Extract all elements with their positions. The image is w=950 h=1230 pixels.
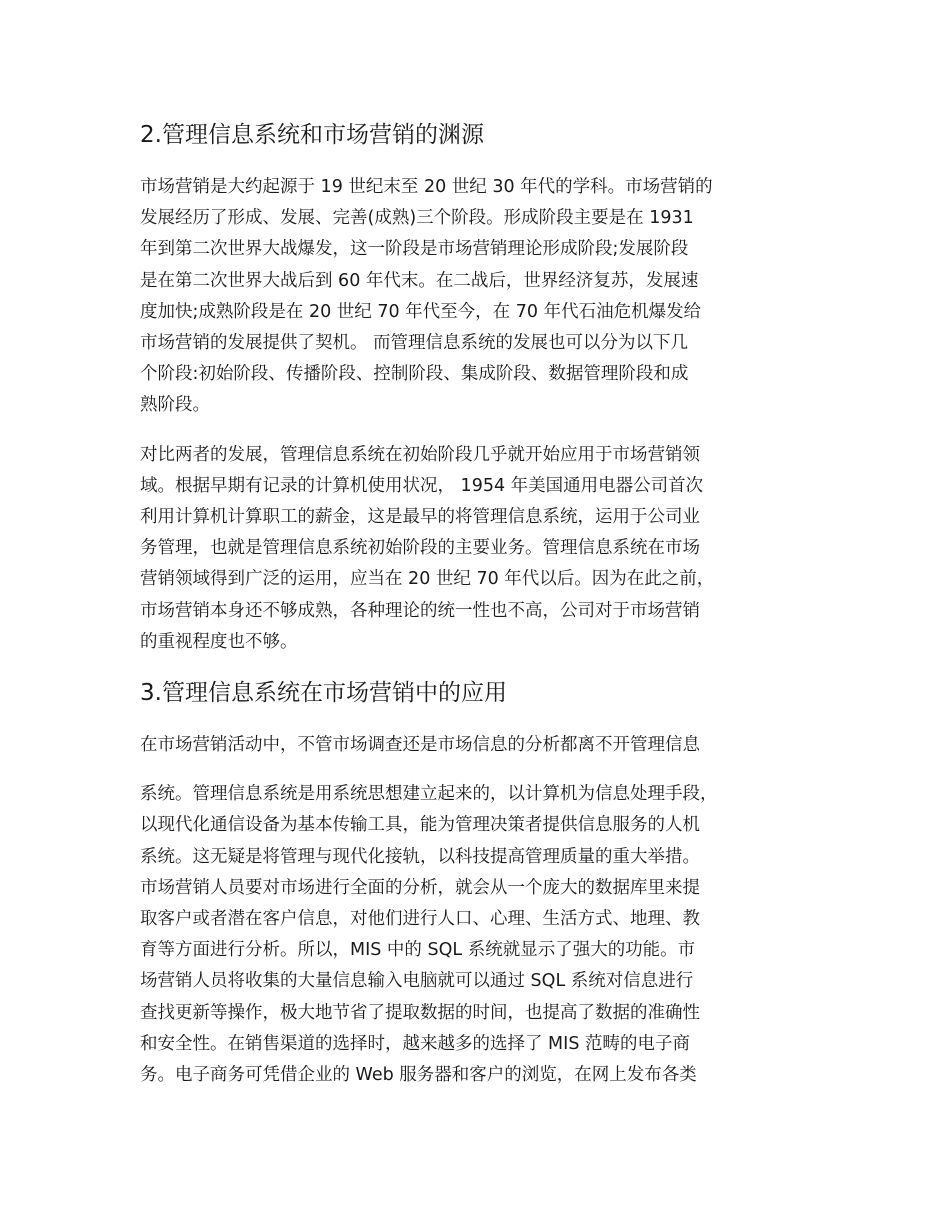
text-line: 是在第二次世界大战后到 60 年代末。在二战后，世界经济复苏，发展速	[140, 270, 699, 291]
text-line: 系统。这无疑是将管理与现代化接轨，以科技提高管理质量的重大举措。	[140, 846, 700, 867]
text-line: 以现代化通信设备为基本传输工具，能为管理决策者提供信息服务的人机	[140, 815, 700, 836]
text-line: 务。电子商务可凭借企业的 Web 服务器和客户的浏览，在网上发布各类	[140, 1065, 697, 1086]
paragraph-mis-description	[140, 779, 830, 1091]
text-line: 市场营销本身还不够成熟，各种理论的统一性也不高，公司对于市场营销	[140, 600, 700, 621]
text-line: 和安全性。在销售渠道的选择时，越来越多的选择了 MIS 范畴的电子商	[140, 1033, 690, 1054]
text-line: 发展经历了形成、发展、完善(成熟)三个阶段。形成阶段主要是在 1931	[140, 208, 694, 229]
text-line: 个阶段:初始阶段、传播阶段、控制阶段、集成阶段、数据管理阶段和成	[140, 364, 689, 385]
text-line: 市场营销的发展提供了契机。 而管理信息系统的发展也可以分为以下几	[140, 333, 689, 354]
text-line: 务管理，也就是管理信息系统初始阶段的主要业务。管理信息系统在市场	[140, 538, 700, 559]
paragraph-comparison	[140, 440, 830, 658]
section-heading-applications: 3.管理信息系统在市场营销中的应用	[140, 680, 507, 707]
text-line: 的重视程度也不够。	[140, 631, 298, 652]
section-heading-origins: 2.管理信息系统和市场营销的渊源	[140, 122, 484, 148]
text-line: 营销领域得到广泛的运用，应当在 20 世纪 70 年代以后。因为在此之前，	[140, 569, 715, 590]
document-page	[140, 118, 830, 1109]
paragraph-marketing-activities	[140, 730, 830, 761]
text-line: 在市场营销活动中，不管市场调查还是市场信息的分析都离不开管理信息	[140, 735, 700, 756]
text-line: 场营销人员将收集的大量信息输入电脑就可以通过 SQL 系统对信息进行	[140, 971, 694, 992]
text-line: 系统。管理信息系统是用系统思想建立起来的，以计算机为信息处理手段，	[140, 784, 718, 805]
text-line: 取客户或者潜在客户信息，对他们进行人口、心理、生活方式、地理、教	[140, 909, 700, 930]
text-line: 度加快;成熟阶段是在 20 世纪 70 年代至今，在 70 年代石油危机爆发给	[140, 301, 702, 322]
text-line: 年到第二次世界大战爆发，这一阶段是市场营销理论形成阶段;发展阶段	[140, 239, 689, 260]
text-line: 熟阶段。	[140, 395, 210, 416]
text-line: 对比两者的发展，管理信息系统在初始阶段几乎就开始应用于市场营销领	[140, 444, 700, 465]
text-line: 市场营销人员要对市场进行全面的分析，就会从一个庞大的数据库里来提	[140, 877, 700, 898]
text-line: 域。根据早期有记录的计算机使用状况， 1954 年美国通用电器公司首次	[140, 475, 704, 496]
paragraph-development-history	[140, 172, 830, 422]
text-line: 利用计算机计算职工的薪金，这是最早的将管理信息系统，运用于公司业	[140, 507, 700, 528]
text-line: 市场营销是大约起源于 19 世纪末至 20 世纪 30 年代的学科。市场营销的	[140, 177, 713, 197]
text-line: 查找更新等操作，极大地节省了提取数据的时间，也提高了数据的准确性	[140, 1002, 700, 1023]
text-line: 育等方面进行分析。所以，MIS 中的 SQL 系统就显示了强大的功能。市	[140, 940, 696, 961]
